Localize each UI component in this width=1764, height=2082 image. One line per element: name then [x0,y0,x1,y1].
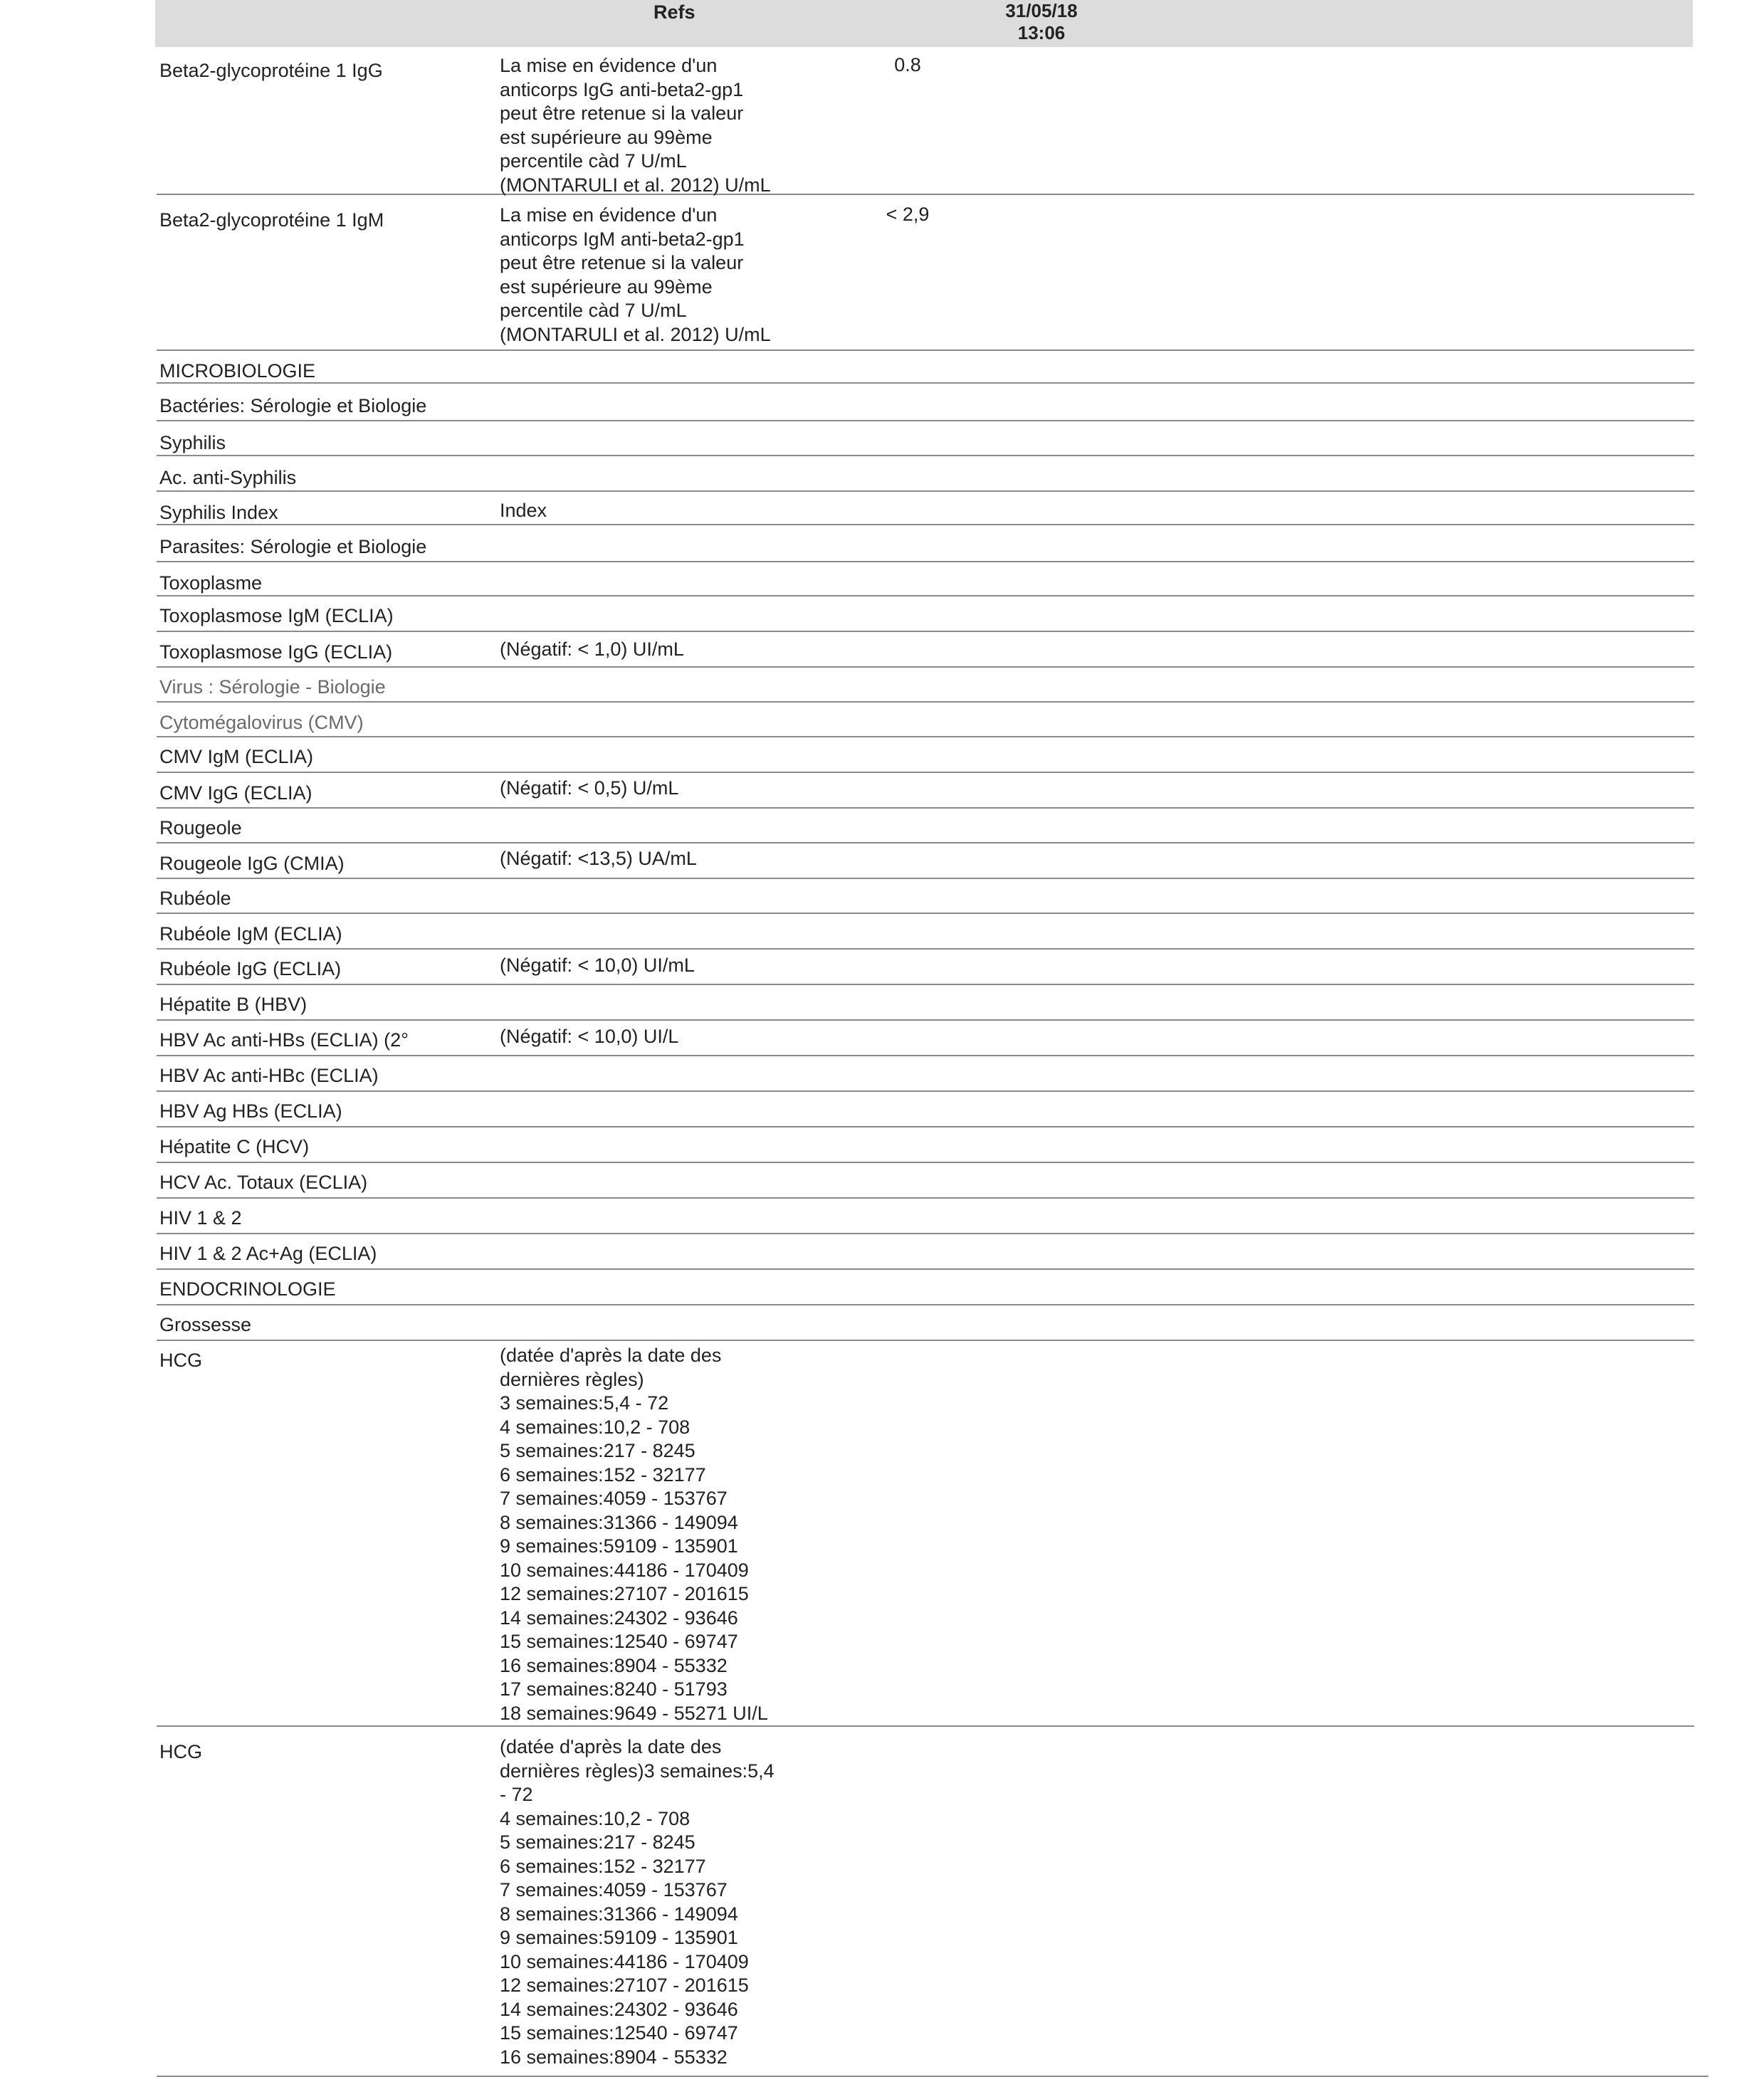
column-header-refs: Refs [653,1,695,23]
reference-line: 12 semaines:27107 - 201615 [500,1583,749,1604]
table-row [157,1268,1694,1305]
reference-line: (Négatif: < 10,0) UI/mL [500,955,695,976]
reference-line: est supérieure au 99ème [500,275,713,298]
reference-line: 6 semaines:152 - 32177 [500,1463,706,1486]
test-name: Rubéole IgG (ECLIA) [159,958,342,979]
reference-line: (Négatif: < 10,0) UI/L [500,1026,679,1047]
reference-line: 12 semaines:27107 - 201615 [500,1975,749,1996]
reference-line: anticorps IgM anti-beta2-gp1 [500,228,745,250]
table-row [157,631,1694,668]
table-row [157,1090,1694,1127]
table-row [157,561,1694,596]
reference-line: (Négatif: < 0,5) U/mL [500,777,679,799]
table-row [157,1126,1694,1163]
reference-line: percentile càd 7 U/mL [500,150,687,172]
reference-line: 4 semaines:10,2 - 708 [500,1416,691,1438]
table-row [157,490,1694,525]
reference-range [500,638,834,662]
reference-range [500,499,834,523]
table-row [157,382,1694,421]
table-row [157,701,1694,737]
reference-range [500,54,834,197]
test-name: Hépatite C (HCV) [159,1136,310,1157]
reference-line: 8 semaines:31366 - 149094 [500,1511,738,1533]
reference-line: La mise en évidence d'un [500,55,718,76]
test-name: Toxoplasme [159,572,263,594]
reference-line: 14 semaines:24302 - 93646 [500,1607,738,1629]
reference-line: 5 semaines:217 - 8245 [500,1831,695,1853]
test-name: HBV Ac anti-HBs (ECLIA) (2° [159,1029,409,1051]
table-row [157,204,1694,351]
reference-line: (MONTARULI et al. 2012) U/mL [500,323,771,345]
test-name: HBV Ag HBs (ECLIA) [159,1100,342,1122]
reference-line: 6 semaines:152 - 32177 [500,1855,706,1877]
table-row [157,1304,1694,1341]
test-name: ENDOCRINOLOGIE [159,1278,336,1300]
reference-line: (Négatif: <13,5) UA/mL [500,848,697,869]
table-row [157,913,1694,950]
header-time: 13:06 [1017,22,1066,43]
reference-line: 8 semaines:31366 - 149094 [500,1903,738,1925]
table-row [157,595,1694,632]
reference-line: 15 semaines:12540 - 69747 [500,2022,738,2044]
reference-line: La mise en évidence d'un [500,204,718,226]
test-name: HCG [159,1741,202,1762]
reference-line: 17 semaines:8240 - 51793 [500,1678,728,1700]
reference-range [500,1344,834,1725]
reference-line: (datée d'après la date des [500,1736,722,1757]
reference-line: 14 semaines:24302 - 93646 [500,1998,738,2020]
table-row [157,878,1694,914]
table-row [157,1725,1694,2077]
reference-line: peut être retenue si la valeur [500,252,744,273]
reference-range [500,1025,834,1049]
table-row [157,666,1694,703]
reference-line: 3 semaines:5,4 - 72 [500,1392,669,1414]
test-name: Parasites: Sérologie et Biologie [159,536,427,557]
reference-line: (Négatif: < 1,0) UI/mL [500,638,684,660]
test-name: Toxoplasmose IgM (ECLIA) [159,605,394,626]
table-row [157,1197,1694,1234]
table-row [157,1019,1694,1056]
test-name: HBV Ac anti-HBc (ECLIA) [159,1065,379,1086]
reference-line: 5 semaines:217 - 8245 [500,1440,695,1461]
result-value: < 2,9 [886,204,930,225]
test-name: Rougeole IgG (CMIA) [159,853,345,874]
reference-line: 16 semaines:8904 - 55332 [500,2046,728,2068]
reference-line: anticorps IgG anti-beta2-gp1 [500,78,744,100]
table-row [157,349,1694,384]
reference-line: 9 semaines:59109 - 135901 [500,1535,738,1557]
test-name: Beta2-glycoprotéine 1 IgM [159,209,384,231]
test-name: Grossesse [159,1314,252,1335]
reference-line: dernières règles)3 semaines:5,4 [500,1760,775,1782]
table-row [157,524,1694,562]
reference-line: 18 semaines:9649 - 55271 UI/L [500,1702,768,1724]
test-name: CMV IgM (ECLIA) [159,746,314,767]
test-name: Rubéole [159,888,231,909]
table-row [157,772,1694,809]
reference-line: 4 semaines:10,2 - 708 [500,1807,691,1829]
table-row [157,455,1694,492]
test-name: Syphilis [159,432,226,453]
test-name: MICROBIOLOGIE [159,360,316,382]
reference-line: 9 semaines:59109 - 135901 [500,1927,738,1948]
reference-line: Index [500,500,547,521]
result-value: 0.8 [894,54,921,75]
table-row [157,1055,1694,1092]
test-name: Beta2-glycoprotéine 1 IgG [159,60,383,81]
reference-range [500,1735,834,2069]
reference-range [500,954,834,978]
reference-line: 7 semaines:4059 - 153767 [500,1488,728,1509]
test-name: Virus : Sérologie - Biologie [159,676,386,698]
reference-line: - 72 [500,1784,533,1805]
header-date: 31/05/18 [1005,0,1078,21]
divider [171,2076,1708,2077]
table-row [157,842,1694,879]
reference-line: (MONTARULI et al. 2012) U/mL [500,174,771,196]
test-name: Cytomégalovirus (CMV) [159,712,364,733]
table-row [157,1233,1694,1270]
test-name: Ac. anti-Syphilis [159,467,297,488]
test-name: Syphilis Index [159,502,278,523]
test-name: HIV 1 & 2 Ac+Ag (ECLIA) [159,1243,377,1264]
reference-line: (datée d'après la date des [500,1345,722,1366]
reference-line: dernières règles) [500,1368,644,1390]
test-name: Hépatite B (HBV) [159,994,308,1015]
table-row [157,1340,1694,1727]
table-row [157,1162,1694,1199]
reference-line: est supérieure au 99ème [500,126,713,148]
reference-line: 15 semaines:12540 - 69747 [500,1631,738,1652]
test-name: Rubéole IgM (ECLIA) [159,923,342,945]
table-row [157,420,1694,456]
reference-line: percentile càd 7 U/mL [500,300,687,321]
reference-line: 16 semaines:8904 - 55332 [500,1654,728,1676]
test-name: HIV 1 & 2 [159,1207,242,1229]
reference-range [500,777,834,801]
table-row [157,807,1694,843]
table-row [157,736,1694,773]
test-name: Toxoplasmose IgG (ECLIA) [159,641,393,663]
reference-line: peut être retenue si la valeur [500,102,744,124]
test-name: HCG [159,1350,202,1371]
reference-line: 10 semaines:44186 - 170409 [500,1559,749,1581]
reference-line: 7 semaines:4059 - 153767 [500,1879,728,1900]
reference-range [500,204,834,347]
test-name: Bactéries: Sérologie et Biologie [159,395,427,416]
test-name: Rougeole [159,817,242,838]
reference-range [500,847,834,871]
reference-line: 10 semaines:44186 - 170409 [500,1950,749,1972]
test-name: HCV Ac. Totaux (ECLIA) [159,1172,368,1193]
table-row [157,984,1694,1021]
table-row [157,948,1694,985]
test-name: CMV IgG (ECLIA) [159,782,313,804]
table-row [157,54,1694,195]
